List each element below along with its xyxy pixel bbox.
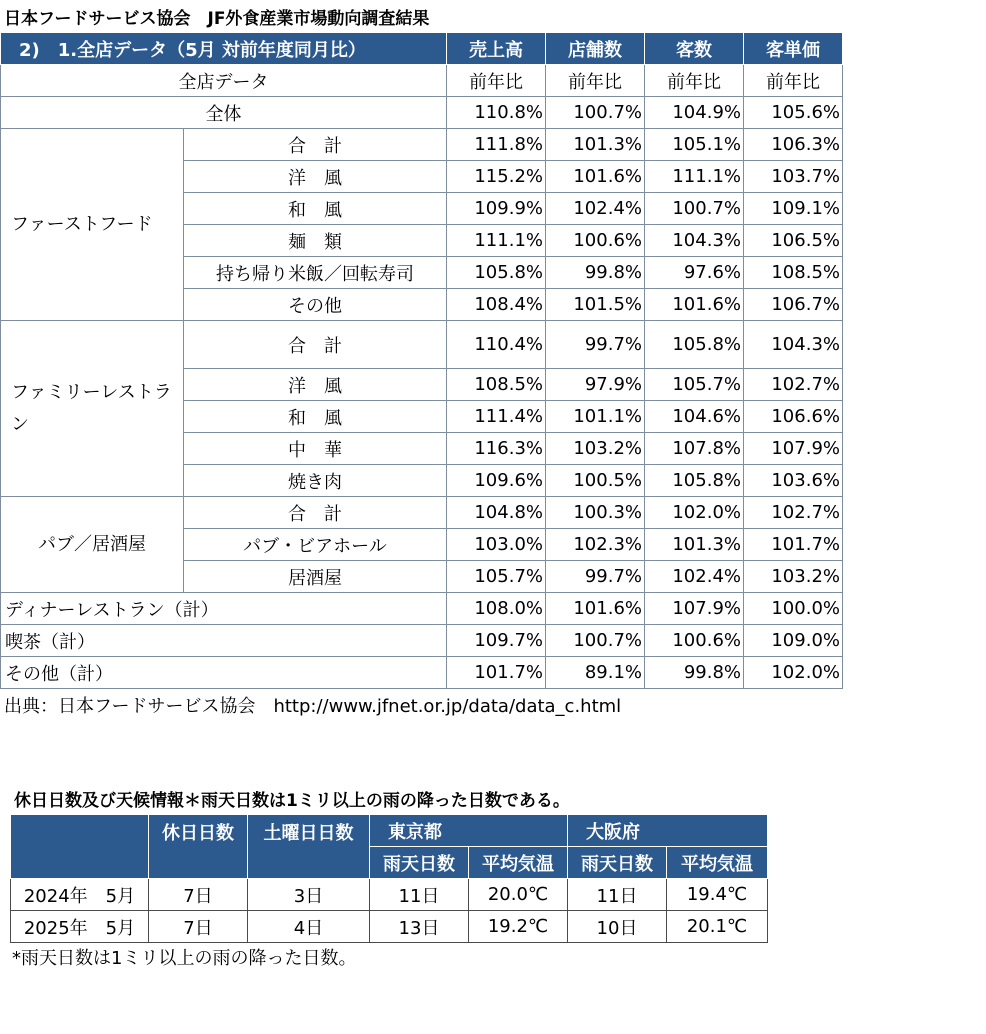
value-cell: 111.1% — [645, 161, 744, 193]
row-label: 全体 — [1, 97, 447, 129]
header-osaka: 大阪府 — [568, 815, 768, 847]
value-cell: 102.7% — [744, 497, 843, 529]
value-cell: 105.7% — [447, 561, 546, 593]
value-cell: 19.2℃ — [469, 911, 568, 943]
value-cell: 109.0% — [744, 625, 843, 657]
value-cell: 107.9% — [645, 593, 744, 625]
column-header-unit-price: 客単価 — [744, 33, 843, 65]
row-label: 喫茶（計） — [1, 625, 447, 657]
value-cell: 110.4% — [447, 321, 546, 369]
value-cell: 101.6% — [546, 161, 645, 193]
value-cell: 103.7% — [744, 161, 843, 193]
value-cell: 11日 — [370, 879, 469, 911]
header-saturdays: 土曜日日数 — [248, 815, 370, 879]
value-cell: 109.9% — [447, 193, 546, 225]
value-cell: 4日 — [248, 911, 370, 943]
subheader-label: 全店データ — [1, 65, 447, 97]
value-cell: 108.5% — [744, 257, 843, 289]
value-cell: 115.2% — [447, 161, 546, 193]
row-label: 焼き肉 — [184, 465, 447, 497]
subheader-cell: 前年比 — [645, 65, 744, 97]
value-cell: 108.0% — [447, 593, 546, 625]
value-cell: 101.7% — [447, 657, 546, 689]
value-cell: 100.6% — [546, 225, 645, 257]
market-data-table — [0, 32, 843, 689]
table-row — [1, 497, 843, 529]
value-cell: 102.0% — [645, 497, 744, 529]
value-cell: 19.4℃ — [667, 879, 768, 911]
value-cell: 109.6% — [447, 465, 546, 497]
value-cell: 100.7% — [546, 97, 645, 129]
value-cell: 100.3% — [546, 497, 645, 529]
value-cell: 103.2% — [546, 433, 645, 465]
value-cell: 10日 — [568, 911, 667, 943]
header-osaka-avg-temp: 平均気温 — [667, 847, 768, 879]
category-label-pub-izakaya: パブ／居酒屋 — [1, 497, 184, 593]
row-label: パブ・ビアホール — [184, 529, 447, 561]
subheader-cell: 前年比 — [447, 65, 546, 97]
value-cell: 105.7% — [645, 369, 744, 401]
table-row — [1, 321, 843, 369]
subheader-row — [1, 65, 843, 97]
value-cell: 13日 — [370, 911, 469, 943]
header-tokyo-rain-days: 雨天日数 — [370, 847, 469, 879]
weather-table — [10, 814, 768, 943]
value-cell: 104.8% — [447, 497, 546, 529]
value-cell: 20.1℃ — [667, 911, 768, 943]
value-cell: 103.2% — [744, 561, 843, 593]
table-row — [1, 97, 843, 129]
value-cell: 101.3% — [546, 129, 645, 161]
category-label-family-restaurant: ファミリーレストラン — [1, 321, 184, 497]
row-label: 持ち帰り米飯／回転寿司 — [184, 257, 447, 289]
value-cell: 106.3% — [744, 129, 843, 161]
value-cell: 97.9% — [546, 369, 645, 401]
column-header-sales: 売上高 — [447, 33, 546, 65]
value-cell: 7日 — [149, 911, 248, 943]
header-tokyo: 東京都 — [370, 815, 568, 847]
row-label: 麺 類 — [184, 225, 447, 257]
subheader-cell: 前年比 — [546, 65, 645, 97]
weather-row — [11, 911, 768, 943]
row-label: 洋 風 — [184, 161, 447, 193]
value-cell: 106.5% — [744, 225, 843, 257]
value-cell: 101.6% — [645, 289, 744, 321]
row-label: 和 風 — [184, 193, 447, 225]
value-cell: 106.7% — [744, 289, 843, 321]
weather-row-label: 2025年 5月 — [11, 911, 149, 943]
weather-header-blank — [11, 815, 149, 879]
source-citation: 出典：日本フードサービス協会 http://www.jfnet.or.jp/data/data_c.html — [4, 696, 622, 717]
value-cell: 102.4% — [546, 193, 645, 225]
value-cell: 106.6% — [744, 401, 843, 433]
row-label: 洋 風 — [184, 369, 447, 401]
value-cell: 102.4% — [645, 561, 744, 593]
value-cell: 99.7% — [546, 321, 645, 369]
row-label: その他（計） — [1, 657, 447, 689]
page-title: 日本フードサービス協会 JF外食産業市場動向調査結果 — [4, 9, 430, 29]
value-cell: 105.8% — [447, 257, 546, 289]
value-cell: 110.8% — [447, 97, 546, 129]
value-cell: 105.8% — [645, 321, 744, 369]
value-cell: 111.1% — [447, 225, 546, 257]
value-cell: 108.5% — [447, 369, 546, 401]
category-label-fastfood: ファーストフード — [1, 129, 184, 321]
value-cell: 99.8% — [546, 257, 645, 289]
value-cell: 107.8% — [645, 433, 744, 465]
value-cell: 11日 — [568, 879, 667, 911]
table-row — [1, 625, 843, 657]
value-cell: 103.0% — [447, 529, 546, 561]
value-cell: 104.3% — [744, 321, 843, 369]
table-row — [1, 593, 843, 625]
subheader-cell: 前年比 — [744, 65, 843, 97]
value-cell: 111.4% — [447, 401, 546, 433]
value-cell: 104.3% — [645, 225, 744, 257]
value-cell: 108.4% — [447, 289, 546, 321]
value-cell: 103.6% — [744, 465, 843, 497]
value-cell: 101.3% — [645, 529, 744, 561]
value-cell: 101.1% — [546, 401, 645, 433]
row-label: 合 計 — [184, 129, 447, 161]
value-cell: 105.6% — [744, 97, 843, 129]
weather-row — [11, 879, 768, 911]
row-label: 和 風 — [184, 401, 447, 433]
value-cell: 20.0℃ — [469, 879, 568, 911]
value-cell: 7日 — [149, 879, 248, 911]
weather-header-row — [11, 815, 768, 847]
value-cell: 100.7% — [645, 193, 744, 225]
row-label: その他 — [184, 289, 447, 321]
value-cell: 99.8% — [645, 657, 744, 689]
value-cell: 105.1% — [645, 129, 744, 161]
weather-table-title: 休日日数及び天候情報＊雨天日数は1ミリ以上の雨の降った日数である。 — [14, 791, 570, 811]
row-label: 中 華 — [184, 433, 447, 465]
value-cell: 101.5% — [546, 289, 645, 321]
value-cell: 100.0% — [744, 593, 843, 625]
value-cell: 101.7% — [744, 529, 843, 561]
table-row — [1, 657, 843, 689]
value-cell: 105.8% — [645, 465, 744, 497]
value-cell: 102.7% — [744, 369, 843, 401]
value-cell: 100.7% — [546, 625, 645, 657]
value-cell: 111.8% — [447, 129, 546, 161]
table-row — [1, 129, 843, 161]
value-cell: 109.1% — [744, 193, 843, 225]
column-header-customers: 客数 — [645, 33, 744, 65]
value-cell: 102.3% — [546, 529, 645, 561]
table-title-cell: 2) 1.全店データ（5月 対前年度同月比） — [1, 33, 447, 65]
table-header-row — [1, 33, 843, 65]
value-cell: 102.0% — [744, 657, 843, 689]
value-cell: 104.9% — [645, 97, 744, 129]
column-header-stores: 店舗数 — [546, 33, 645, 65]
row-label: 合 計 — [184, 497, 447, 529]
value-cell: 100.5% — [546, 465, 645, 497]
value-cell: 89.1% — [546, 657, 645, 689]
header-tokyo-avg-temp: 平均気温 — [469, 847, 568, 879]
weather-row-label: 2024年 5月 — [11, 879, 149, 911]
value-cell: 3日 — [248, 879, 370, 911]
row-label: ディナーレストラン（計） — [1, 593, 447, 625]
header-holidays: 休日日数 — [149, 815, 248, 879]
value-cell: 116.3% — [447, 433, 546, 465]
value-cell: 97.6% — [645, 257, 744, 289]
value-cell: 101.6% — [546, 593, 645, 625]
header-osaka-rain-days: 雨天日数 — [568, 847, 667, 879]
value-cell: 99.7% — [546, 561, 645, 593]
value-cell: 107.9% — [744, 433, 843, 465]
value-cell: 109.7% — [447, 625, 546, 657]
row-label: 居酒屋 — [184, 561, 447, 593]
row-label: 合 計 — [184, 321, 447, 369]
value-cell: 100.6% — [645, 625, 744, 657]
weather-footnote: *雨天日数は1ミリ以上の雨の降った日数。 — [12, 948, 357, 969]
value-cell: 104.6% — [645, 401, 744, 433]
